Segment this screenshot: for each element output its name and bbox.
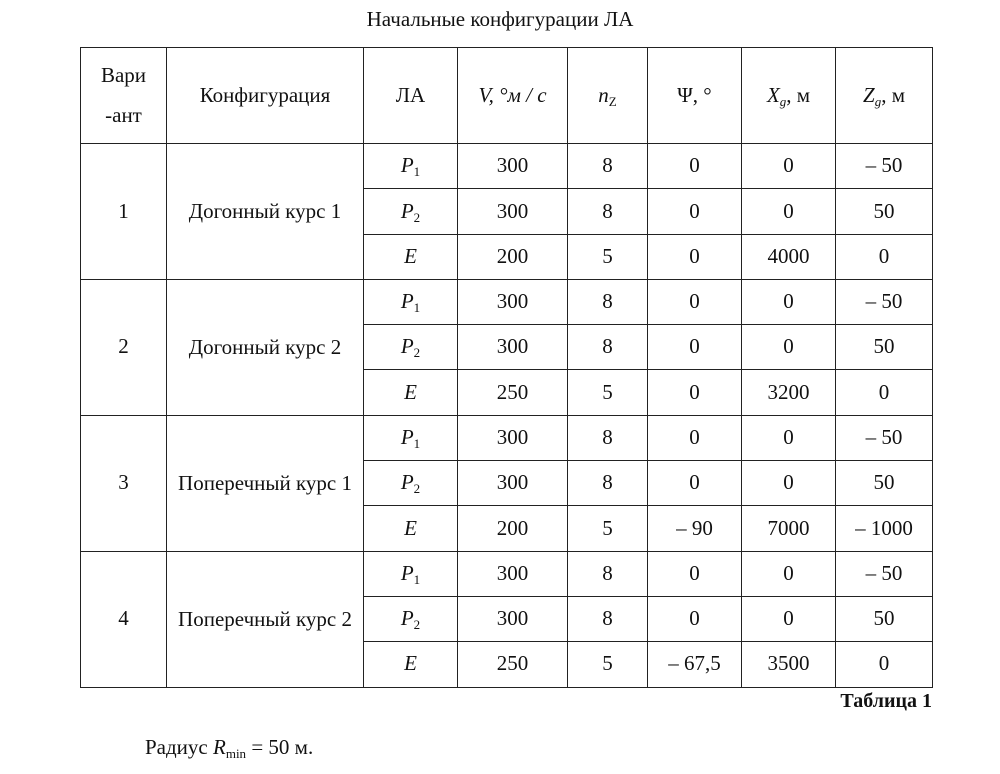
zg-cell: 0 <box>836 642 933 687</box>
configuration-name: Поперечный курс 2 <box>167 551 364 687</box>
header-row <box>81 48 933 144</box>
heading-cell: 0 <box>648 144 742 189</box>
speed-cell: 300 <box>458 596 568 641</box>
variant-number: 4 <box>81 551 167 687</box>
radius-sub: min <box>225 746 247 761</box>
heading-cell: – 90 <box>648 506 742 551</box>
load-factor-cell: 8 <box>568 144 648 189</box>
aircraft-symbol: P <box>400 606 414 631</box>
radius-note <box>145 735 313 762</box>
header-nz-symbol: n <box>598 82 609 107</box>
zg-cell: – 50 <box>836 551 933 596</box>
header-v <box>458 48 568 144</box>
speed-cell: 200 <box>458 234 568 279</box>
header-zg-symbol: Z <box>863 82 875 107</box>
aircraft-subscript: 1 <box>413 164 421 180</box>
header-xg-symbol: X <box>766 82 780 107</box>
xg-cell: 0 <box>742 279 836 324</box>
zg-cell: 0 <box>836 370 933 415</box>
header-psi <box>648 48 742 144</box>
xg-cell: 0 <box>742 551 836 596</box>
load-factor-cell: 8 <box>568 415 648 460</box>
header-la: ЛА <box>364 48 458 144</box>
table-row <box>81 415 933 460</box>
header-zg <box>836 48 933 144</box>
configuration-name: Поперечный курс 1 <box>167 415 364 551</box>
aircraft-cell <box>364 234 458 279</box>
heading-cell: 0 <box>648 234 742 279</box>
aircraft-subscript: 2 <box>413 481 421 497</box>
zg-cell: 50 <box>836 189 933 234</box>
table-row <box>81 279 933 324</box>
load-factor-cell: 5 <box>568 642 648 687</box>
load-factor-cell: 8 <box>568 551 648 596</box>
aircraft-symbol: E <box>404 651 417 676</box>
speed-cell: 200 <box>458 506 568 551</box>
aircraft-symbol: P <box>400 334 414 359</box>
variant-number: 3 <box>81 415 167 551</box>
zg-cell: 50 <box>836 596 933 641</box>
aircraft-cell <box>364 642 458 687</box>
heading-cell: 0 <box>648 461 742 506</box>
aircraft-cell <box>364 325 458 370</box>
aircraft-cell <box>364 596 458 641</box>
speed-cell: 300 <box>458 144 568 189</box>
speed-cell: 300 <box>458 325 568 370</box>
aircraft-subscript: 1 <box>413 300 421 316</box>
aircraft-cell <box>364 461 458 506</box>
table-body <box>81 144 933 688</box>
zg-cell: – 50 <box>836 144 933 189</box>
aircraft-symbol: P <box>400 153 414 178</box>
table-row <box>81 551 933 596</box>
xg-cell: 7000 <box>742 506 836 551</box>
speed-cell: 250 <box>458 370 568 415</box>
zg-cell: 0 <box>836 234 933 279</box>
aircraft-symbol: E <box>404 243 417 268</box>
heading-cell: 0 <box>648 415 742 460</box>
header-zg-sub: g <box>874 93 882 109</box>
load-factor-cell: 5 <box>568 506 648 551</box>
configuration-name: Догонный курс 2 <box>167 279 364 415</box>
aircraft-cell <box>364 279 458 324</box>
speed-cell: 300 <box>458 461 568 506</box>
aircraft-symbol: P <box>400 424 414 449</box>
load-factor-cell: 8 <box>568 325 648 370</box>
header-config: Конфигурация <box>167 48 364 144</box>
variant-number: 1 <box>81 144 167 280</box>
xg-cell: 4000 <box>742 234 836 279</box>
header-psi-symbol: Ψ <box>677 82 693 107</box>
header-variant: Вари -ант <box>81 48 167 144</box>
heading-cell: – 67,5 <box>648 642 742 687</box>
aircraft-subscript: 1 <box>413 571 421 587</box>
header-xg <box>742 48 836 144</box>
aircraft-subscript: 2 <box>413 345 421 361</box>
speed-cell: 300 <box>458 189 568 234</box>
aircraft-cell <box>364 415 458 460</box>
xg-cell: 3500 <box>742 642 836 687</box>
heading-cell: 0 <box>648 189 742 234</box>
heading-cell: 0 <box>648 551 742 596</box>
load-factor-cell: 8 <box>568 596 648 641</box>
aircraft-symbol: P <box>400 198 414 223</box>
zg-cell: 50 <box>836 325 933 370</box>
aircraft-cell <box>364 189 458 234</box>
load-factor-cell: 5 <box>568 370 648 415</box>
xg-cell: 0 <box>742 461 836 506</box>
header-psi-unit: , ° <box>692 82 712 107</box>
radius-value: = 50 м. <box>246 735 314 759</box>
xg-cell: 0 <box>742 596 836 641</box>
aircraft-symbol: E <box>404 379 417 404</box>
aircraft-symbol: P <box>400 560 414 585</box>
aircraft-cell <box>364 144 458 189</box>
header-xg-sub: g <box>779 93 787 109</box>
zg-cell: – 1000 <box>836 506 933 551</box>
aircraft-symbol: E <box>404 515 417 540</box>
table-caption: Таблица 1 <box>840 690 932 712</box>
radius-prefix: Радиус <box>145 735 213 759</box>
xg-cell: 0 <box>742 189 836 234</box>
header-nz <box>568 48 648 144</box>
aircraft-symbol: P <box>400 470 414 495</box>
configurations-table <box>80 47 933 688</box>
xg-cell: 0 <box>742 415 836 460</box>
zg-cell: – 50 <box>836 279 933 324</box>
aircraft-subscript: 2 <box>413 617 421 633</box>
xg-cell: 0 <box>742 325 836 370</box>
zg-cell: – 50 <box>836 415 933 460</box>
header-v-unit: , °м / с <box>488 82 547 107</box>
header-v-symbol: V <box>478 82 489 107</box>
speed-cell: 300 <box>458 415 568 460</box>
aircraft-subscript: 1 <box>413 435 421 451</box>
xg-cell: 3200 <box>742 370 836 415</box>
heading-cell: 0 <box>648 279 742 324</box>
heading-cell: 0 <box>648 596 742 641</box>
radius-symbol: R <box>213 735 226 759</box>
header-xg-unit: , м <box>786 82 811 107</box>
heading-cell: 0 <box>648 325 742 370</box>
load-factor-cell: 8 <box>568 189 648 234</box>
configuration-name: Догонный курс 1 <box>167 144 364 280</box>
aircraft-cell <box>364 506 458 551</box>
heading-cell: 0 <box>648 370 742 415</box>
load-factor-cell: 8 <box>568 279 648 324</box>
load-factor-cell: 8 <box>568 461 648 506</box>
page-title: Начальные конфигурации ЛА <box>366 7 634 31</box>
aircraft-symbol: P <box>400 289 414 314</box>
xg-cell: 0 <box>742 144 836 189</box>
load-factor-cell: 5 <box>568 234 648 279</box>
header-zg-unit: , м <box>881 82 905 107</box>
speed-cell: 300 <box>458 551 568 596</box>
aircraft-cell <box>364 551 458 596</box>
aircraft-subscript: 2 <box>413 209 421 225</box>
table-row <box>81 144 933 189</box>
speed-cell: 250 <box>458 642 568 687</box>
speed-cell: 300 <box>458 279 568 324</box>
zg-cell: 50 <box>836 461 933 506</box>
aircraft-cell <box>364 370 458 415</box>
variant-number: 2 <box>81 279 167 415</box>
header-nz-sub: Z <box>608 93 617 109</box>
